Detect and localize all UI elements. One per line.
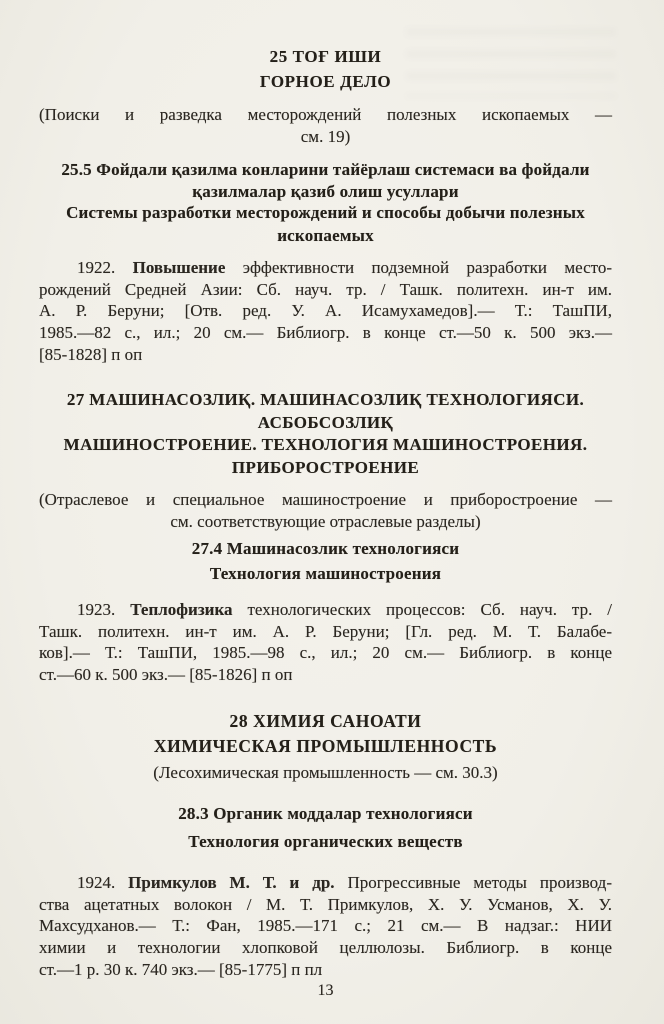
section-25-title-ru: ГОРНОЕ ДЕЛО (259, 72, 392, 91)
entry-1923-number: 1923. (77, 600, 131, 619)
subsection-25-5-heading-ru (39, 201, 612, 247)
section-25-note-line-1: (Поиски и разведка месторождений полезных ископаемых — (39, 105, 612, 124)
subsection-28-3-heading-ru: Технология органических веществ (188, 832, 463, 851)
section-27-note-line-2: см. соответствующие отраслевые разделы) (170, 512, 481, 531)
entry-1924-line-1 (39, 872, 612, 894)
entry-1924-authors: Примкулов М. Т. и др. (128, 873, 335, 892)
entry-1922-line-1 (39, 257, 612, 279)
entry-1924-number: 1924. (77, 873, 129, 892)
section-27-note (39, 489, 612, 533)
entry-1922-title: Повышение (132, 258, 226, 277)
section-27-title-ru-line-1: МАШИНОСТРОЕНИЕ. ТЕХНОЛОГИЯ МАШИНОСТРОЕНИЯ. (63, 435, 588, 455)
section-28-title-ru: ХИМИЧЕСКАЯ ПРОМЫШЛЕННОСТЬ (153, 736, 498, 756)
entry-1922-number: 1922. (77, 258, 133, 277)
section-27-title-ru-line-2: ПРИБОРОСТРОЕНИЕ (231, 458, 420, 478)
section-25-note (39, 104, 612, 148)
entry-1924-text: Прогрессивные методы производ- (334, 873, 612, 892)
entry-1922-line-3: А. Р. Беруни; [Отв. ред. У. А. Исамухамедов].— Т.: ТашПИ, (39, 301, 612, 321)
entry-1924-line-5: ст.—1 р. 30 к. 740 экз.— [85-1775] п пл (39, 959, 323, 979)
bibliography-entry-1923 (39, 599, 612, 686)
section-27-note-line-1: (Отраслевое и специальное машиностроение и приборостроение — (39, 490, 612, 509)
entry-1923-line-1 (39, 599, 612, 621)
subsection-25-5-heading-uz (39, 159, 612, 203)
section-28-note: (Лесохимическая промышленность — см. 30.3) (153, 763, 498, 782)
section-28-title-uz: 28 ХИМИЯ САНОАТИ (229, 711, 422, 731)
entry-1922-line-2: рождений Средней Азии: Сб. науч. тр. / Ташк. политехн. ин-т им. (39, 279, 612, 299)
entry-1922-line-5: [85-1828] п оп (39, 344, 143, 364)
entry-1923-line-2: Ташк. политехн. ин-т им. А. Р. Беруни; [Гл. ред. М. Т. Балабе- (39, 621, 612, 641)
section-27-title (39, 389, 612, 480)
entry-1924-line-4: химии и технологии хлопковой целлюлозы. Библиогр. в конце (39, 938, 612, 958)
subsection-25-5-uz-line-2: қазилмалар қазиб олиш усуллари (192, 182, 459, 201)
section-27-title-uz-line-1: 27 МАШИНАСОЗЛИҚ. МАШИНАСОЗЛИҚ ТЕХНОЛОГИЯСИ. (66, 390, 585, 409)
section-25-title (39, 44, 612, 94)
entry-1923-line-3: ков].— Т.: ТашПИ, 1985.—98 с., ил.; 20 см.— Библиогр. в конце (39, 643, 612, 663)
subsection-27-4-heading-ru: Технология машиностроения (209, 564, 442, 583)
bibliography-entry-1924 (39, 872, 612, 981)
entry-1924-line-3: Махсудханов.— Т.: Фан, 1985.—171 с.; 21 см.— В надзаг.: НИИ (39, 916, 612, 936)
bibliography-entry-1922 (39, 257, 612, 366)
page-number: 13 (317, 982, 334, 999)
section-27-title-uz-line-2: АСБОБСОЗЛИҚ (257, 412, 394, 432)
entry-1923-line-4: ст.—60 к. 500 экз.— [85-1826] п оп (39, 665, 293, 685)
subsection-25-5-uz-line-1: 25.5 Фойдали қазилма конларини тайёрлаш системаси ва фойдали (61, 160, 590, 179)
entry-1923-title: Теплофизика (130, 600, 233, 619)
entry-1923-text: технологических процессов: Сб. науч. тр. / (232, 600, 612, 619)
section-25-note-line-2: см. 19) (300, 127, 351, 146)
entry-1924-line-2: ства ацетатных волокон / М. Т. Примкулов, Х. У. Усманов, Х. У. (39, 894, 612, 914)
subsection-25-5-ru-line-1: Системы разработки месторождений и способы добычи полезных (66, 203, 585, 222)
subsection-28-3-heading-uz: 28.3 Органик моддалар технологияси (178, 804, 473, 823)
section-25-title-uz: 25 ТОҒ ИШИ (269, 47, 382, 66)
subsection-27-4-heading-uz: 27.4 Машинасозлик технологияси (191, 539, 460, 558)
subsection-25-5-ru-line-2: ископаемых (277, 226, 374, 245)
entry-1922-text: эффективности подземной разработки место- (225, 258, 612, 277)
section-28-title (39, 709, 612, 759)
entry-1922-line-4: 1985.—82 с., ил.; 20 см.— Библиогр. в конце ст.—50 к. 500 экз.— (39, 323, 612, 343)
